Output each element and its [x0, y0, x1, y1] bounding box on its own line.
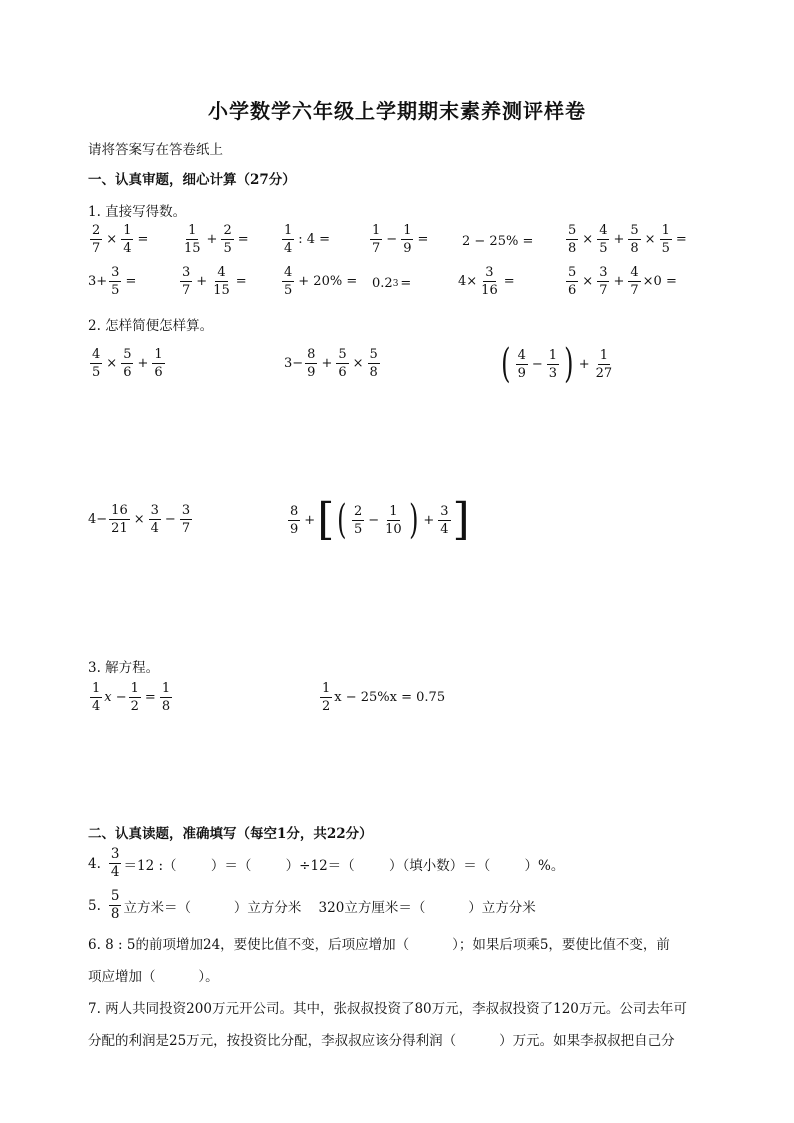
q3-equation2: $\frac{1}{2}$ x − 25%x = 0.75 [322, 681, 446, 714]
q1-row1-item4: $\frac{1}{7}$ − $\frac{1}{9}$ = [372, 223, 429, 256]
q2-expr1: $\frac{4}{5}$ × $\frac{5}{6}$ + $\frac{1}{6}$ [92, 347, 163, 380]
q5: 5. $\frac{5}{8}$ 立方米＝（ ）立方分米 320立方厘米＝（ ）立方分米 [88, 888, 536, 922]
right-bracket: ] [452, 494, 470, 545]
q2-expr5: $\frac{8}{9}$ + [ ( $\frac{2}{5}$ − $\frac{1}{10}$ ) + $\frac{3}{4}$ ] [290, 494, 470, 545]
q7-line1: 7. 两人共同投资200万元开公司。其中，张叔叔投资了80万元，李叔叔投资了120万元。公司去年可 [88, 1001, 687, 1017]
q2-expr2: 3− $\frac{8}{9}$ + $\frac{5}{6}$ × $\frac{5}{8}$ [284, 347, 378, 380]
q1-row2-item2: $\frac{3}{7}$ + $\frac{4}{15}$ = [182, 265, 247, 298]
q3-equation1: $\frac{1}{4}$ x − $\frac{1}{2}$ = $\frac{1}{8}$ [92, 681, 171, 714]
q1-row1-item6: $\frac{5}{8}$ × $\frac{4}{5}$ + $\frac{5}{8}$ × $\frac{1}{5}$ = [568, 223, 687, 256]
left-paren: ( [337, 497, 347, 543]
q1-row2-item5: 4× $\frac{3}{16}$ = [458, 265, 515, 298]
section2-heading: 二、认真读题，准确填写（每空1分，共22分） [88, 826, 373, 842]
q1-row1-item1: $\frac{2}{7}$ × $\frac{1}{4}$ = [92, 223, 149, 256]
q3-label: 3. 解方程。 [88, 660, 160, 676]
q1-row2-item1: 3+ $\frac{3}{5}$ = [88, 265, 137, 298]
q4: 4. $\frac{3}{4}$ ＝12 :（ ）＝（ ）÷12＝（ ）（填小数）＝（ ）%。 [88, 846, 565, 880]
page-title: 小学数学六年级上学期期末素养测评样卷 [208, 99, 586, 123]
right-paren: ) [564, 341, 574, 387]
q1-row2-item4: 0.2 3 = [372, 276, 412, 291]
left-bracket: [ [317, 494, 335, 545]
q1-row1-item5: 2 − 25% = [462, 234, 534, 249]
q2-expr3: ( $\frac{4}{9}$ − $\frac{1}{3}$ ) + $\frac{1}{27}$ [501, 341, 613, 387]
q2-label: 2. 怎样简便怎样算。 [88, 318, 214, 334]
q1-label: 1. 直接写得数。 [88, 204, 187, 220]
q1-row2-item6: $\frac{5}{6}$ × $\frac{3}{7}$ + $\frac{4}{7}$ ×0 = [568, 265, 677, 298]
q2-expr4: 4− $\frac{16}{21}$ × $\frac{3}{4}$ − $\frac{3}{7}$ [88, 503, 191, 536]
q1-row2-item3: $\frac{4}{5}$ + 20% = [284, 265, 358, 298]
q1-row1-item2: $\frac{1}{15}$ + $\frac{2}{5}$ = [184, 223, 249, 256]
q6-line1: 6. 8 : 5的前项增加24，要使比值不变，后项应增加（ ）；如果后项乘5，要使比值不变，前 [88, 937, 670, 953]
q1-row1-item3: $\frac{1}{4}$ : 4 = [284, 223, 330, 256]
left-paren: ( [501, 341, 511, 387]
instruction: 请将答案写在答卷纸上 [88, 142, 223, 158]
section1-heading: 一、认真审题，细心计算（27分） [88, 172, 296, 188]
q6-line2: 项应增加（ ）。 [88, 969, 219, 985]
right-paren: ) [408, 497, 419, 543]
q7-line2: 分配的利润是25万元，按投资比分配，李叔叔应该分得利润（ ）万元。如果李叔叔把自己分 [88, 1033, 675, 1049]
